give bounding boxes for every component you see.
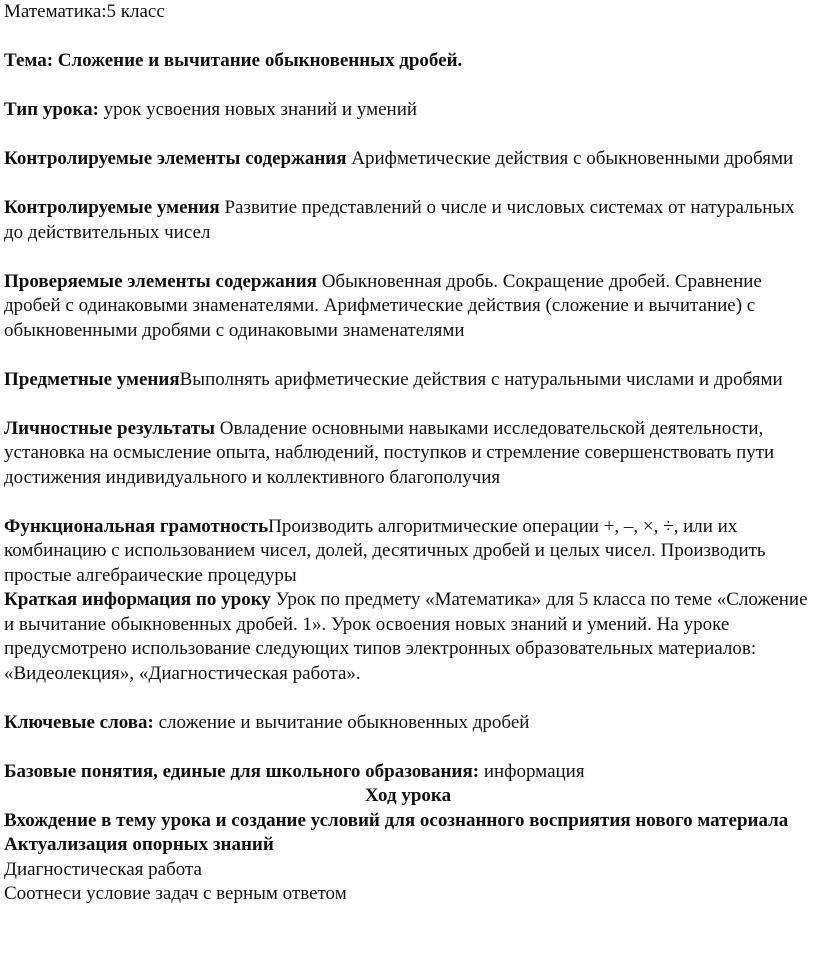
lesson-flow-heading	[4, 784, 812, 809]
spacer	[4, 25, 812, 50]
spacer	[4, 490, 812, 515]
subject-skills-value: Выполнять арифметические действия с натуральными числами и дробями	[179, 368, 783, 390]
lesson-flow-subsection-title	[4, 833, 812, 858]
spacer	[4, 686, 812, 711]
lesson-flow-section-title-text: Вхождение в тему урока и создание условий для осознанного восприятия нового материала	[4, 809, 789, 831]
lesson-flow-item2: Соотнеси условие задач с верным ответом	[4, 883, 347, 904]
controlled-skills-value: Развитие представлений о числе и числовых системах от натуральных до действительных чисел	[4, 197, 795, 243]
spacer	[4, 245, 812, 270]
lesson-type	[4, 98, 812, 123]
brief-info-value: Урок по предмету «Математика» для 5 класса по теме «Сложение и вычитание обыкновенных дробей. 1». Урок освоения новых знаний и умений. На уроке предусмотрено использование следующих типов электронных образовательных материалов: «Видеолекция», «Диагностическая работа».	[4, 589, 808, 684]
topic-line	[4, 49, 812, 74]
keywords-value: сложение и вычитание обыкновенных дробей	[153, 711, 530, 733]
functional-literacy-value: Производить алгоритмические операции +, –, ×, ÷, или их комбинацию с использованием чисел, долей, десятичных дробей и целых чисел. Производить простые алгебраические процедуры	[4, 515, 766, 586]
functional-literacy-label: Функциональная грамотность	[4, 515, 269, 537]
spacer	[4, 343, 812, 368]
checked-content	[4, 270, 812, 344]
keywords	[4, 711, 812, 736]
personal-results-label: Личностные результаты	[4, 417, 215, 439]
controlled-content-value: Арифметические действия с обыкновенными дробями	[346, 148, 794, 169]
topic-label: Тема: Сложение и вычитание обыкновенных дробей.	[4, 50, 463, 71]
basic-concepts	[4, 760, 812, 785]
controlled-content-label: Контролируемые элементы содержания	[4, 148, 347, 169]
basic-concepts-label: Базовые понятия, единые для школьного образования:	[4, 760, 480, 782]
keywords-label: Ключевые слова:	[4, 711, 154, 733]
lesson-flow-section-title	[4, 809, 812, 834]
functional-literacy	[4, 515, 812, 589]
lesson-type-label: Тип урока:	[4, 99, 99, 120]
spacer	[4, 123, 812, 148]
controlled-skills	[4, 196, 812, 245]
spacer	[4, 392, 812, 417]
controlled-content	[4, 147, 812, 172]
checked-content-value: Обыкновенная дробь. Сокращение дробей. Сравнение дробей с одинаковыми знаменателями. Арифметические действия (сложение и вычитание) с обыкновенными дробями с одинаковыми знаменателями	[4, 270, 762, 341]
lesson-flow-item1: Диагностическая работа	[4, 858, 202, 880]
lesson-type-value: урок усвоения новых знаний и умений	[98, 99, 418, 120]
personal-results-value: Овладение основными навыками исследовательской деятельности, установка на осмысление опыта, наблюдений, поступков и стремление совершенствовать пути достижения индивидуального и коллективного благополучия	[4, 417, 775, 488]
brief-info	[4, 588, 812, 686]
controlled-skills-label: Контролируемые умения	[4, 197, 220, 218]
basic-concepts-value: информация	[479, 760, 585, 782]
lesson-flow-heading-text: Ход урока	[364, 785, 452, 806]
lesson-flow-subsection-title-text: Актуализация опорных знаний	[4, 834, 274, 855]
spacer	[4, 172, 812, 197]
spacer	[4, 735, 812, 760]
subject-skills-label: Предметные умения	[4, 368, 180, 390]
spacer	[4, 74, 812, 99]
subject-line: Математика:5 класс	[4, 1, 165, 22]
brief-info-label: Краткая информация по уроку	[4, 589, 271, 610]
personal-results	[4, 417, 812, 491]
checked-content-label: Проверяемые элементы содержания	[4, 270, 317, 292]
subject-skills	[4, 368, 812, 393]
